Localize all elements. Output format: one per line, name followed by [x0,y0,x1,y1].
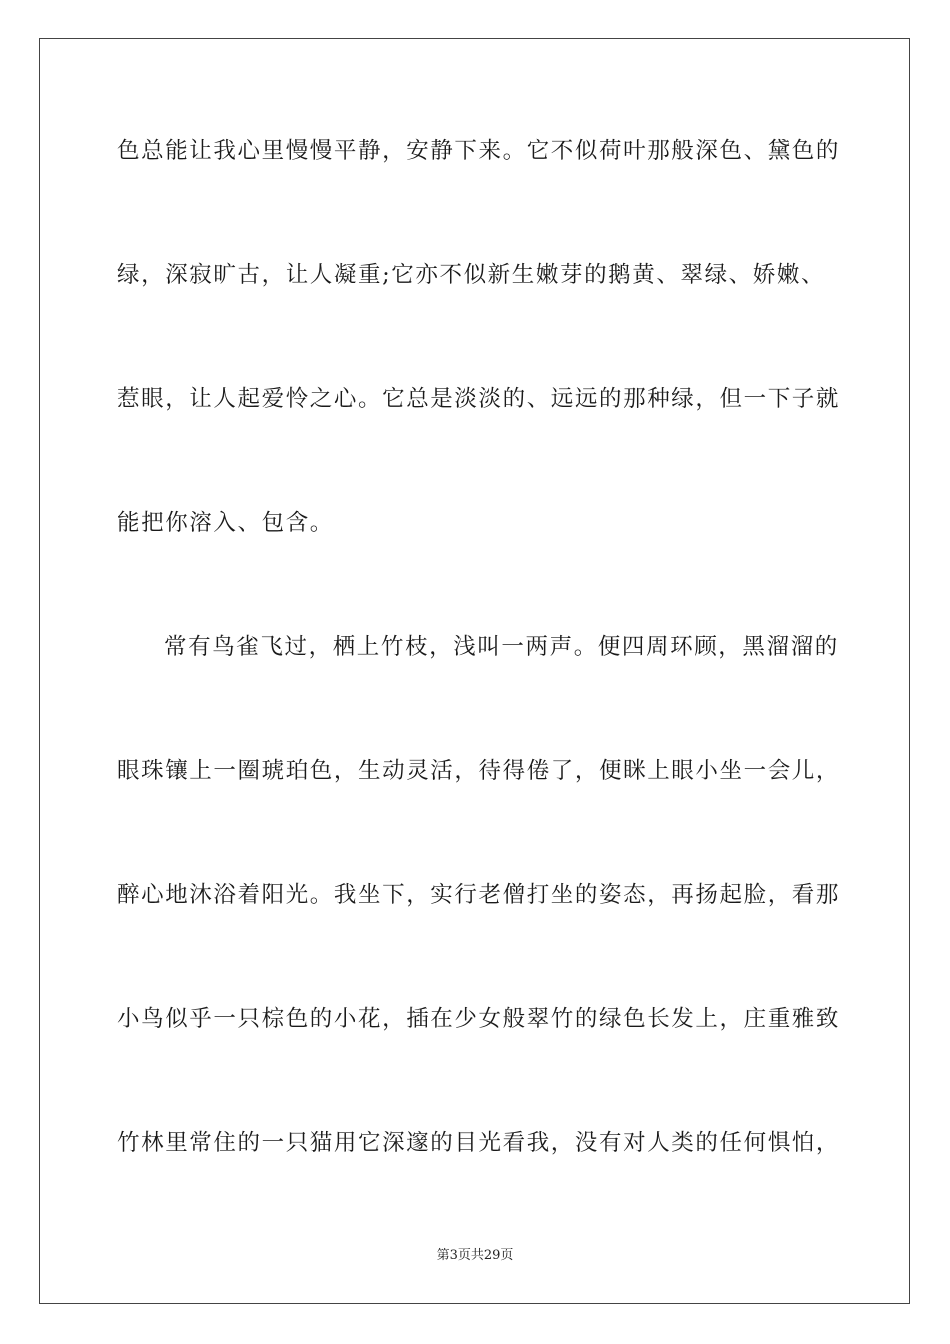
page-border [39,38,910,1304]
page-footer [0,1247,950,1265]
body-text-line: 竹林里常住的一只猫用它深邃的目光看我，没有对人类的任何惧怕， [117,1130,841,1156]
body-text-line: 绿，深寂旷古，让人凝重;它亦不似新生嫩芽的鹅黄、翠绿、娇嫩、 [117,262,826,288]
current-page-number: 第3页 [436,1248,471,1263]
body-text-line: 常有鸟雀飞过，栖上竹枝，浅叫一两声。便四周环顾，黑溜溜的 [164,634,839,660]
body-text-line: 惹眼，让人起爱怜之心。它总是淡淡的、远远的那种绿，但一下子就 [117,386,841,412]
body-text-line: 醉心地沐浴着阳光。我坐下，实行老僧打坐的姿态，再扬起脸，看那 [117,882,841,908]
body-text-line: 能把你溶入、包含。 [117,510,334,536]
body-text-line: 小鸟似乎一只棕色的小花，插在少女般翠竹的绿色长发上，庄重雅致 [117,1006,841,1032]
body-text-line: 眼珠镶上一圈琥珀色，生动灵活，待得倦了，便眯上眼小坐一会儿， [117,758,841,784]
body-text-line: 色总能让我心里慢慢平静，安静下来。它不似荷叶那般深色、黛色的 [117,138,841,164]
total-page-count: 共29页 [470,1248,514,1263]
